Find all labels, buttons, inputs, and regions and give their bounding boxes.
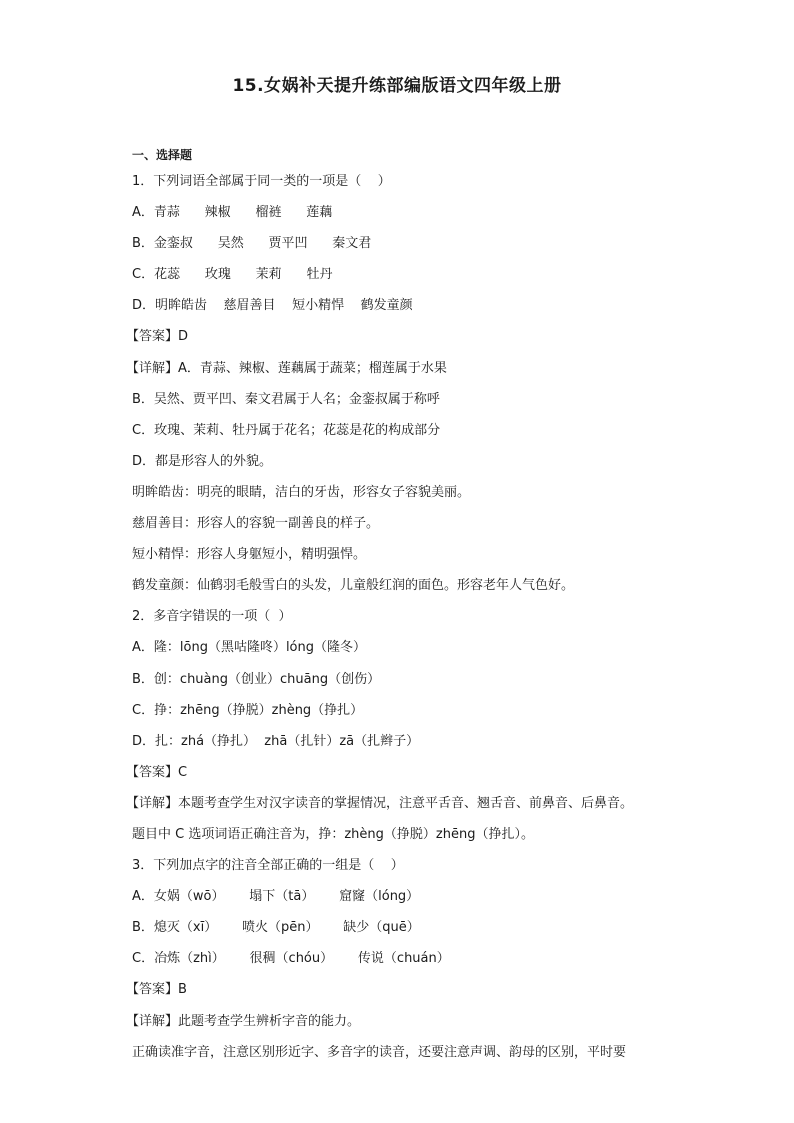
question-1-explanation-d: D．都是形容人的外貌。 (132, 453, 273, 469)
question-1: 1．下列词语全部属于同一类的一项是（ ） (132, 174, 391, 189)
question-1-explanation-b: B．吴然、贾平凹、秦文君属于人名；金銮叔属于称呼 (132, 391, 440, 407)
question-1-answer: 【答案】D (126, 329, 189, 345)
question-2-option-b: B．创：chuàng（创业）chuāng（创伤） (132, 671, 381, 687)
question-2-answer: 【答案】C (126, 764, 188, 780)
question-1-option-d: D．明眸皓齿 慈眉善目 短小精悍 鹤发童颜 (132, 298, 413, 314)
idiom-note-1: 明眸皓齿：明亮的眼睛，洁白的牙齿，形容女子容貌美丽。 (132, 484, 471, 500)
question-2-explanation-cont: 题目中 C 选项词语正确注音为，挣：zhèng（挣脱）zhēng（挣扎）。 (132, 826, 534, 842)
question-2-option-c: C．挣：zhēng（挣脱）zhèng（挣扎） (132, 702, 364, 718)
question-3-answer: 【答案】B (126, 982, 187, 998)
idiom-note-4: 鹤发童颜：仙鹤羽毛般雪白的头发，儿童般红润的面色。形容老年人气色好。 (132, 578, 575, 594)
section-heading: 一、选择题 (132, 148, 193, 162)
question-1-option-c: C．花蕊 玫瑰 茉莉 牡丹 (132, 267, 333, 283)
idiom-note-2: 慈眉善目：形容人的容貌一副善良的样子。 (132, 516, 380, 532)
question-3-explanation-cont: 正确读准字音，注意区别形近字、多音字的读音，还要注意声调、韵母的区别，平时要 (132, 1044, 627, 1060)
question-2-option-d: D．扎：zhá（挣扎） zhā（扎针）zā（扎辫子） (132, 733, 420, 749)
question-2-option-a: A．隆：lōng（黑咕隆咚）lóng（隆冬） (132, 640, 367, 656)
question-3-option-c: C．冶炼（zhì） 很稠（chóu） 传说（chuán） (132, 951, 450, 967)
document-title: 15.女娲补天提升练部编版语文四年级上册 (232, 76, 562, 96)
question-1-option-b: B．金銮叔 吴然 贾平凹 秦文君 (132, 236, 372, 252)
question-3-explanation: 【详解】此题考查学生辨析字音的能力。 (126, 1013, 361, 1029)
question-3: 3．下列加点字的注音全部正确的一组是（ ） (132, 858, 404, 874)
document-body (126, 144, 692, 1068)
question-2-explanation: 【详解】本题考查学生对汉字读音的掌握情况，注意平舌音、翘舌音、前鼻音、后鼻音。 (126, 795, 634, 811)
question-1-explanation-c: C．玫瑰、茉莉、牡丹属于花名；花蕊是花的构成部分 (132, 422, 441, 438)
question-1-explanation: 【详解】A．青蒜、辣椒、莲藕属于蔬菜；榴莲属于水果 (126, 360, 447, 376)
question-3-option-a: A．女娲（wō） 塌下（tā） 窟窿（lóng） (132, 889, 420, 905)
idiom-note-3: 短小精悍：形容人身躯短小，精明强悍。 (132, 547, 367, 563)
question-2: 2．多音字错误的一项（ ） (132, 609, 292, 625)
question-3-option-b: B．熄灭（xī） 喷火（pēn） 缺少（quē） (132, 920, 420, 936)
question-1-option-a: A．青蒜 辣椒 榴裢 莲藕 (132, 205, 333, 221)
